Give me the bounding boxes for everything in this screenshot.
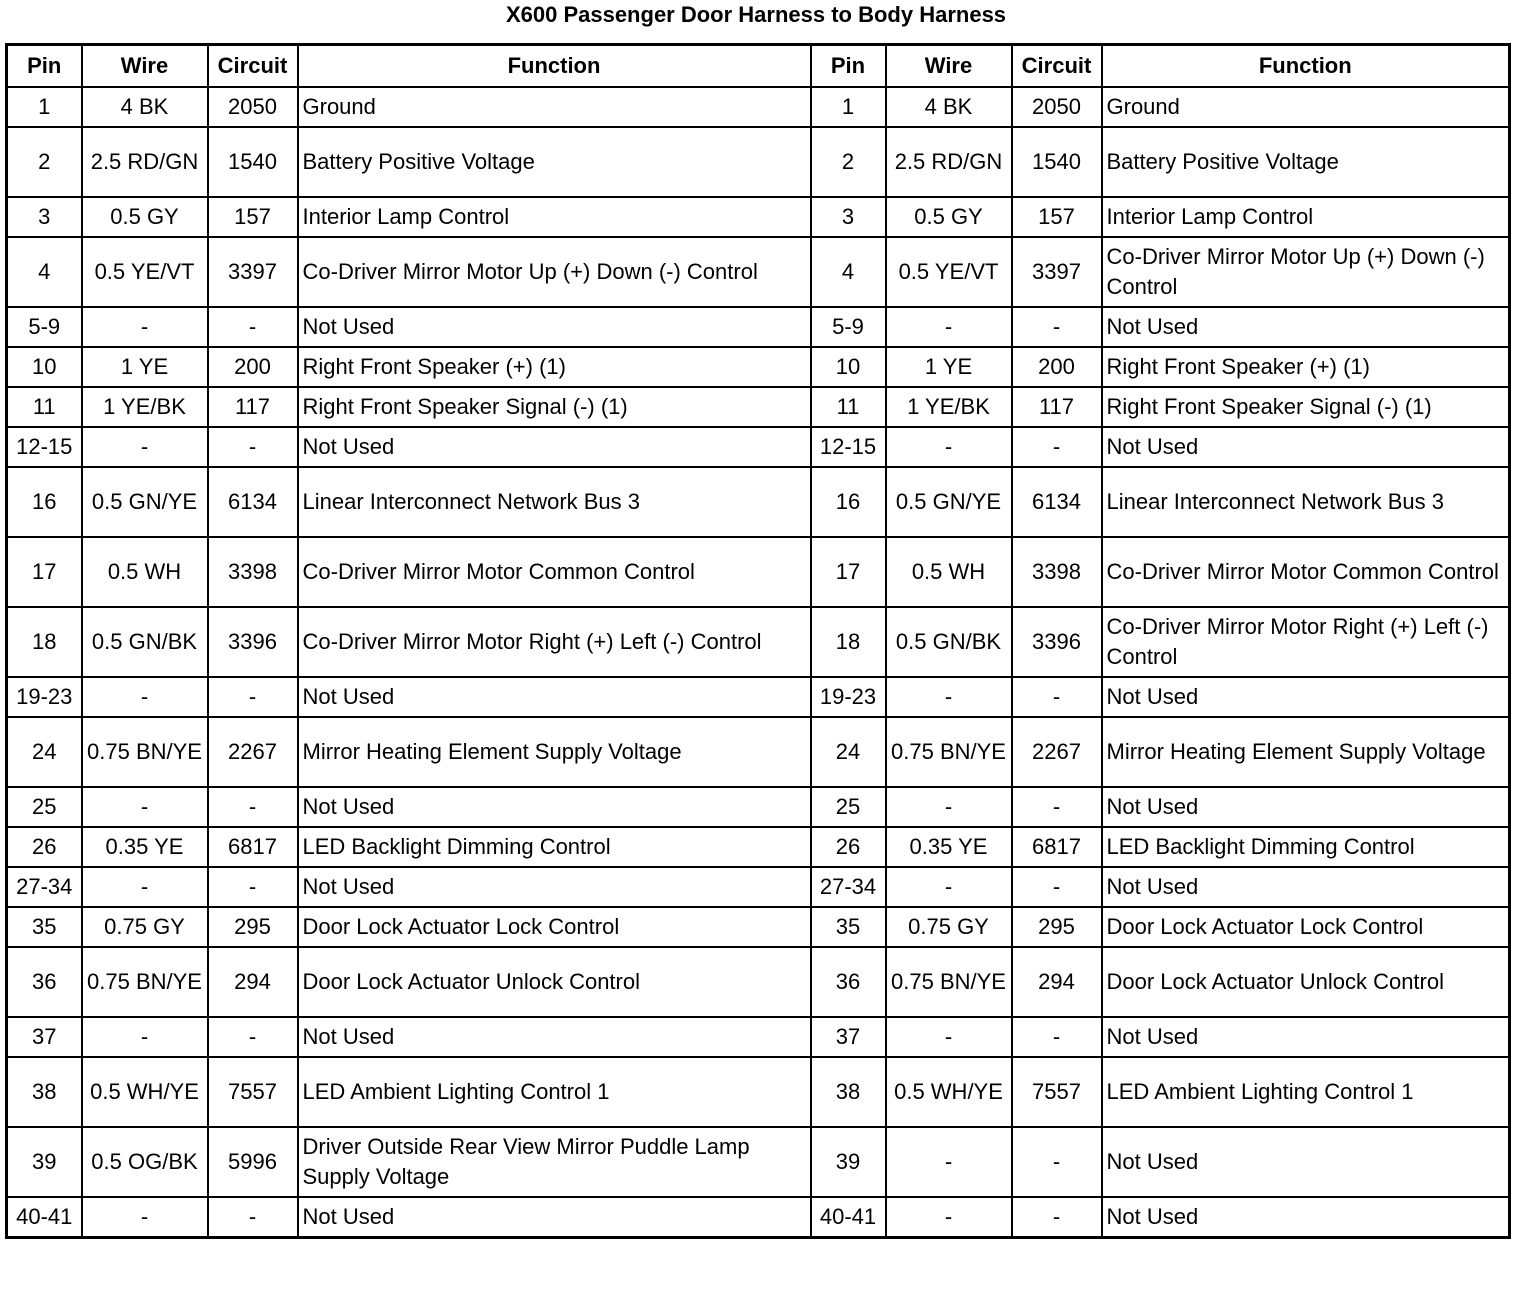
left-pin-cell: 35 <box>7 907 82 947</box>
left-wire-cell: 0.5 YE/VT <box>82 237 208 307</box>
table-row <box>7 347 1510 387</box>
right-pin-cell: 25 <box>811 787 886 827</box>
left-circuit-cell: 2267 <box>208 717 298 787</box>
left-function-cell: Not Used <box>298 1017 811 1057</box>
table-row <box>7 427 1510 467</box>
left-wire-cell: 1 YE <box>82 347 208 387</box>
right-pin-cell: 3 <box>811 197 886 237</box>
left-circuit-cell: 3396 <box>208 607 298 677</box>
left-wire-cell: 0.5 WH/YE <box>82 1057 208 1127</box>
right-wire-cell: - <box>886 787 1012 827</box>
left-circuit-cell: - <box>208 867 298 907</box>
left-pin-cell: 24 <box>7 717 82 787</box>
right-pin-cell: 5-9 <box>811 307 886 347</box>
left-function-cell: Co-Driver Mirror Motor Up (+) Down (-) Control <box>298 237 811 307</box>
right-function-cell: Battery Positive Voltage <box>1102 127 1510 197</box>
left-function-cell: Right Front Speaker Signal (-) (1) <box>298 387 811 427</box>
header-circuit: Circuit <box>1012 45 1102 88</box>
table-row <box>7 537 1510 607</box>
left-function-cell: Co-Driver Mirror Motor Common Control <box>298 537 811 607</box>
left-pin-cell: 19-23 <box>7 677 82 717</box>
right-circuit-cell: - <box>1012 867 1102 907</box>
header-function: Function <box>1102 45 1510 88</box>
left-circuit-cell: 5996 <box>208 1127 298 1197</box>
right-function-cell: Co-Driver Mirror Motor Up (+) Down (-) Control <box>1102 237 1510 307</box>
right-pin-cell: 27-34 <box>811 867 886 907</box>
right-pin-cell: 40-41 <box>811 1197 886 1238</box>
right-pin-cell: 36 <box>811 947 886 1017</box>
right-wire-cell: 4 BK <box>886 87 1012 127</box>
left-function-cell: Not Used <box>298 427 811 467</box>
right-function-cell: LED Ambient Lighting Control 1 <box>1102 1057 1510 1127</box>
page-title: X600 Passenger Door Harness to Body Harness <box>505 2 1007 27</box>
left-circuit-cell: 157 <box>208 197 298 237</box>
left-circuit-cell: 117 <box>208 387 298 427</box>
right-function-cell: LED Backlight Dimming Control <box>1102 827 1510 867</box>
right-pin-cell: 19-23 <box>811 677 886 717</box>
left-pin-cell: 10 <box>7 347 82 387</box>
right-function-cell: Right Front Speaker Signal (-) (1) <box>1102 387 1510 427</box>
right-function-cell: Right Front Speaker (+) (1) <box>1102 347 1510 387</box>
right-pin-cell: 26 <box>811 827 886 867</box>
right-function-cell: Not Used <box>1102 1017 1510 1057</box>
right-circuit-cell: - <box>1012 1127 1102 1197</box>
right-function-cell: Co-Driver Mirror Motor Common Control <box>1102 537 1510 607</box>
right-circuit-cell: 2050 <box>1012 87 1102 127</box>
right-function-cell: Interior Lamp Control <box>1102 197 1510 237</box>
header-row <box>7 45 1510 88</box>
right-circuit-cell: 7557 <box>1012 1057 1102 1127</box>
right-circuit-cell: 2267 <box>1012 717 1102 787</box>
right-circuit-cell: 200 <box>1012 347 1102 387</box>
pinout-table <box>5 43 1511 1239</box>
right-circuit-cell: - <box>1012 307 1102 347</box>
right-circuit-cell: 117 <box>1012 387 1102 427</box>
left-pin-cell: 39 <box>7 1127 82 1197</box>
left-pin-cell: 37 <box>7 1017 82 1057</box>
left-pin-cell: 4 <box>7 237 82 307</box>
left-function-cell: Ground <box>298 87 811 127</box>
left-pin-cell: 17 <box>7 537 82 607</box>
right-wire-cell: - <box>886 1127 1012 1197</box>
right-wire-cell: - <box>886 1017 1012 1057</box>
left-function-cell: Not Used <box>298 307 811 347</box>
left-function-cell: Interior Lamp Control <box>298 197 811 237</box>
right-function-cell: Not Used <box>1102 787 1510 827</box>
header-function: Function <box>298 45 811 88</box>
left-pin-cell: 3 <box>7 197 82 237</box>
table-row <box>7 717 1510 787</box>
right-wire-cell: 0.5 GN/YE <box>886 467 1012 537</box>
left-wire-cell: 0.5 OG/BK <box>82 1127 208 1197</box>
right-circuit-cell: 1540 <box>1012 127 1102 197</box>
left-wire-cell: 1 YE/BK <box>82 387 208 427</box>
left-wire-cell: - <box>82 677 208 717</box>
left-pin-cell: 11 <box>7 387 82 427</box>
right-function-cell: Door Lock Actuator Lock Control <box>1102 907 1510 947</box>
right-circuit-cell: - <box>1012 787 1102 827</box>
left-function-cell: Not Used <box>298 677 811 717</box>
header-wire: Wire <box>82 45 208 88</box>
right-wire-cell: 1 YE/BK <box>886 387 1012 427</box>
left-wire-cell: - <box>82 1197 208 1238</box>
right-function-cell: Not Used <box>1102 867 1510 907</box>
left-circuit-cell: - <box>208 427 298 467</box>
right-pin-cell: 39 <box>811 1127 886 1197</box>
table-row <box>7 607 1510 677</box>
right-function-cell: Ground <box>1102 87 1510 127</box>
left-function-cell: Linear Interconnect Network Bus 3 <box>298 467 811 537</box>
right-wire-cell: - <box>886 427 1012 467</box>
left-circuit-cell: - <box>208 1197 298 1238</box>
left-function-cell: Mirror Heating Element Supply Voltage <box>298 717 811 787</box>
left-function-cell: LED Ambient Lighting Control 1 <box>298 1057 811 1127</box>
left-function-cell: Door Lock Actuator Unlock Control <box>298 947 811 1017</box>
left-circuit-cell: - <box>208 677 298 717</box>
left-pin-cell: 16 <box>7 467 82 537</box>
right-pin-cell: 10 <box>811 347 886 387</box>
right-circuit-cell: 6817 <box>1012 827 1102 867</box>
right-function-cell: Not Used <box>1102 427 1510 467</box>
right-circuit-cell: 3398 <box>1012 537 1102 607</box>
right-pin-cell: 24 <box>811 717 886 787</box>
table-row <box>7 387 1510 427</box>
left-circuit-cell: 6134 <box>208 467 298 537</box>
left-pin-cell: 1 <box>7 87 82 127</box>
right-function-cell: Not Used <box>1102 1197 1510 1238</box>
left-pin-cell: 25 <box>7 787 82 827</box>
left-pin-cell: 2 <box>7 127 82 197</box>
left-pin-cell: 12-15 <box>7 427 82 467</box>
right-circuit-cell: 294 <box>1012 947 1102 1017</box>
left-pin-cell: 27-34 <box>7 867 82 907</box>
left-pin-cell: 5-9 <box>7 307 82 347</box>
right-wire-cell: - <box>886 867 1012 907</box>
header-circuit: Circuit <box>208 45 298 88</box>
left-circuit-cell: 200 <box>208 347 298 387</box>
left-circuit-cell: 6817 <box>208 827 298 867</box>
left-wire-cell: - <box>82 427 208 467</box>
right-circuit-cell: 3397 <box>1012 237 1102 307</box>
left-wire-cell: 0.5 GN/YE <box>82 467 208 537</box>
right-circuit-cell: 157 <box>1012 197 1102 237</box>
right-wire-cell: 0.75 GY <box>886 907 1012 947</box>
left-circuit-cell: 3398 <box>208 537 298 607</box>
left-pin-cell: 36 <box>7 947 82 1017</box>
left-wire-cell: - <box>82 307 208 347</box>
left-circuit-cell: 1540 <box>208 127 298 197</box>
right-circuit-cell: - <box>1012 677 1102 717</box>
left-wire-cell: 4 BK <box>82 87 208 127</box>
table-row <box>7 87 1510 127</box>
right-function-cell: Not Used <box>1102 307 1510 347</box>
left-wire-cell: - <box>82 787 208 827</box>
left-wire-cell: 0.75 GY <box>82 907 208 947</box>
right-wire-cell: 1 YE <box>886 347 1012 387</box>
left-wire-cell: - <box>82 867 208 907</box>
left-circuit-cell: 7557 <box>208 1057 298 1127</box>
left-circuit-cell: 3397 <box>208 237 298 307</box>
left-function-cell: Co-Driver Mirror Motor Right (+) Left (-) Control <box>298 607 811 677</box>
right-circuit-cell: 295 <box>1012 907 1102 947</box>
right-circuit-cell: 6134 <box>1012 467 1102 537</box>
left-pin-cell: 26 <box>7 827 82 867</box>
left-circuit-cell: - <box>208 307 298 347</box>
right-wire-cell: 0.5 YE/VT <box>886 237 1012 307</box>
left-function-cell: Not Used <box>298 787 811 827</box>
right-wire-cell: 0.5 GN/BK <box>886 607 1012 677</box>
left-pin-cell: 40-41 <box>7 1197 82 1238</box>
right-wire-cell: - <box>886 677 1012 717</box>
right-function-cell: Not Used <box>1102 677 1510 717</box>
table-row <box>7 827 1510 867</box>
right-function-cell: Mirror Heating Element Supply Voltage <box>1102 717 1510 787</box>
right-wire-cell: - <box>886 1197 1012 1238</box>
left-function-cell: LED Backlight Dimming Control <box>298 827 811 867</box>
left-function-cell: Right Front Speaker (+) (1) <box>298 347 811 387</box>
right-circuit-cell: - <box>1012 1017 1102 1057</box>
right-circuit-cell: 3396 <box>1012 607 1102 677</box>
right-pin-cell: 2 <box>811 127 886 197</box>
header-pin: Pin <box>811 45 886 88</box>
right-wire-cell: 0.75 BN/YE <box>886 947 1012 1017</box>
right-pin-cell: 35 <box>811 907 886 947</box>
right-pin-cell: 4 <box>811 237 886 307</box>
left-function-cell: Not Used <box>298 1197 811 1238</box>
table-body <box>7 87 1510 1238</box>
right-pin-cell: 12-15 <box>811 427 886 467</box>
header-wire: Wire <box>886 45 1012 88</box>
right-circuit-cell: - <box>1012 1197 1102 1238</box>
right-pin-cell: 38 <box>811 1057 886 1127</box>
right-pin-cell: 11 <box>811 387 886 427</box>
left-circuit-cell: 294 <box>208 947 298 1017</box>
left-function-cell: Driver Outside Rear View Mirror Puddle Lamp Supply Voltage <box>298 1127 811 1197</box>
right-pin-cell: 17 <box>811 537 886 607</box>
left-circuit-cell: 2050 <box>208 87 298 127</box>
right-pin-cell: 37 <box>811 1017 886 1057</box>
right-wire-cell: 0.5 WH/YE <box>886 1057 1012 1127</box>
table-row <box>7 867 1510 907</box>
left-wire-cell: 0.75 BN/YE <box>82 717 208 787</box>
right-pin-cell: 18 <box>811 607 886 677</box>
table-row <box>7 907 1510 947</box>
left-circuit-cell: - <box>208 1017 298 1057</box>
table-row <box>7 677 1510 717</box>
right-pin-cell: 1 <box>811 87 886 127</box>
right-wire-cell: 0.5 WH <box>886 537 1012 607</box>
right-wire-cell: 2.5 RD/GN <box>886 127 1012 197</box>
left-wire-cell: 0.5 WH <box>82 537 208 607</box>
table-row <box>7 237 1510 307</box>
left-function-cell: Battery Positive Voltage <box>298 127 811 197</box>
left-wire-cell: 0.75 BN/YE <box>82 947 208 1017</box>
table-row <box>7 1127 1510 1197</box>
right-function-cell: Not Used <box>1102 1127 1510 1197</box>
left-wire-cell: 0.35 YE <box>82 827 208 867</box>
left-function-cell: Not Used <box>298 867 811 907</box>
left-pin-cell: 18 <box>7 607 82 677</box>
right-wire-cell: 0.35 YE <box>886 827 1012 867</box>
table-row <box>7 467 1510 537</box>
right-pin-cell: 16 <box>811 467 886 537</box>
right-wire-cell: 0.75 BN/YE <box>886 717 1012 787</box>
left-wire-cell: 0.5 GN/BK <box>82 607 208 677</box>
table-row <box>7 127 1510 197</box>
left-wire-cell: - <box>82 1017 208 1057</box>
right-wire-cell: 0.5 GY <box>886 197 1012 237</box>
table-row <box>7 787 1510 827</box>
right-function-cell: Door Lock Actuator Unlock Control <box>1102 947 1510 1017</box>
right-wire-cell: - <box>886 307 1012 347</box>
table-row <box>7 197 1510 237</box>
left-function-cell: Door Lock Actuator Lock Control <box>298 907 811 947</box>
left-circuit-cell: - <box>208 787 298 827</box>
table-row <box>7 947 1510 1017</box>
left-wire-cell: 0.5 GY <box>82 197 208 237</box>
left-wire-cell: 2.5 RD/GN <box>82 127 208 197</box>
table-row <box>7 1017 1510 1057</box>
right-function-cell: Co-Driver Mirror Motor Right (+) Left (-) Control <box>1102 607 1510 677</box>
left-circuit-cell: 295 <box>208 907 298 947</box>
right-function-cell: Linear Interconnect Network Bus 3 <box>1102 467 1510 537</box>
right-circuit-cell: - <box>1012 427 1102 467</box>
table-row <box>7 1057 1510 1127</box>
table-row <box>7 307 1510 347</box>
table-row <box>7 1197 1510 1238</box>
header-pin: Pin <box>7 45 82 88</box>
left-pin-cell: 38 <box>7 1057 82 1127</box>
